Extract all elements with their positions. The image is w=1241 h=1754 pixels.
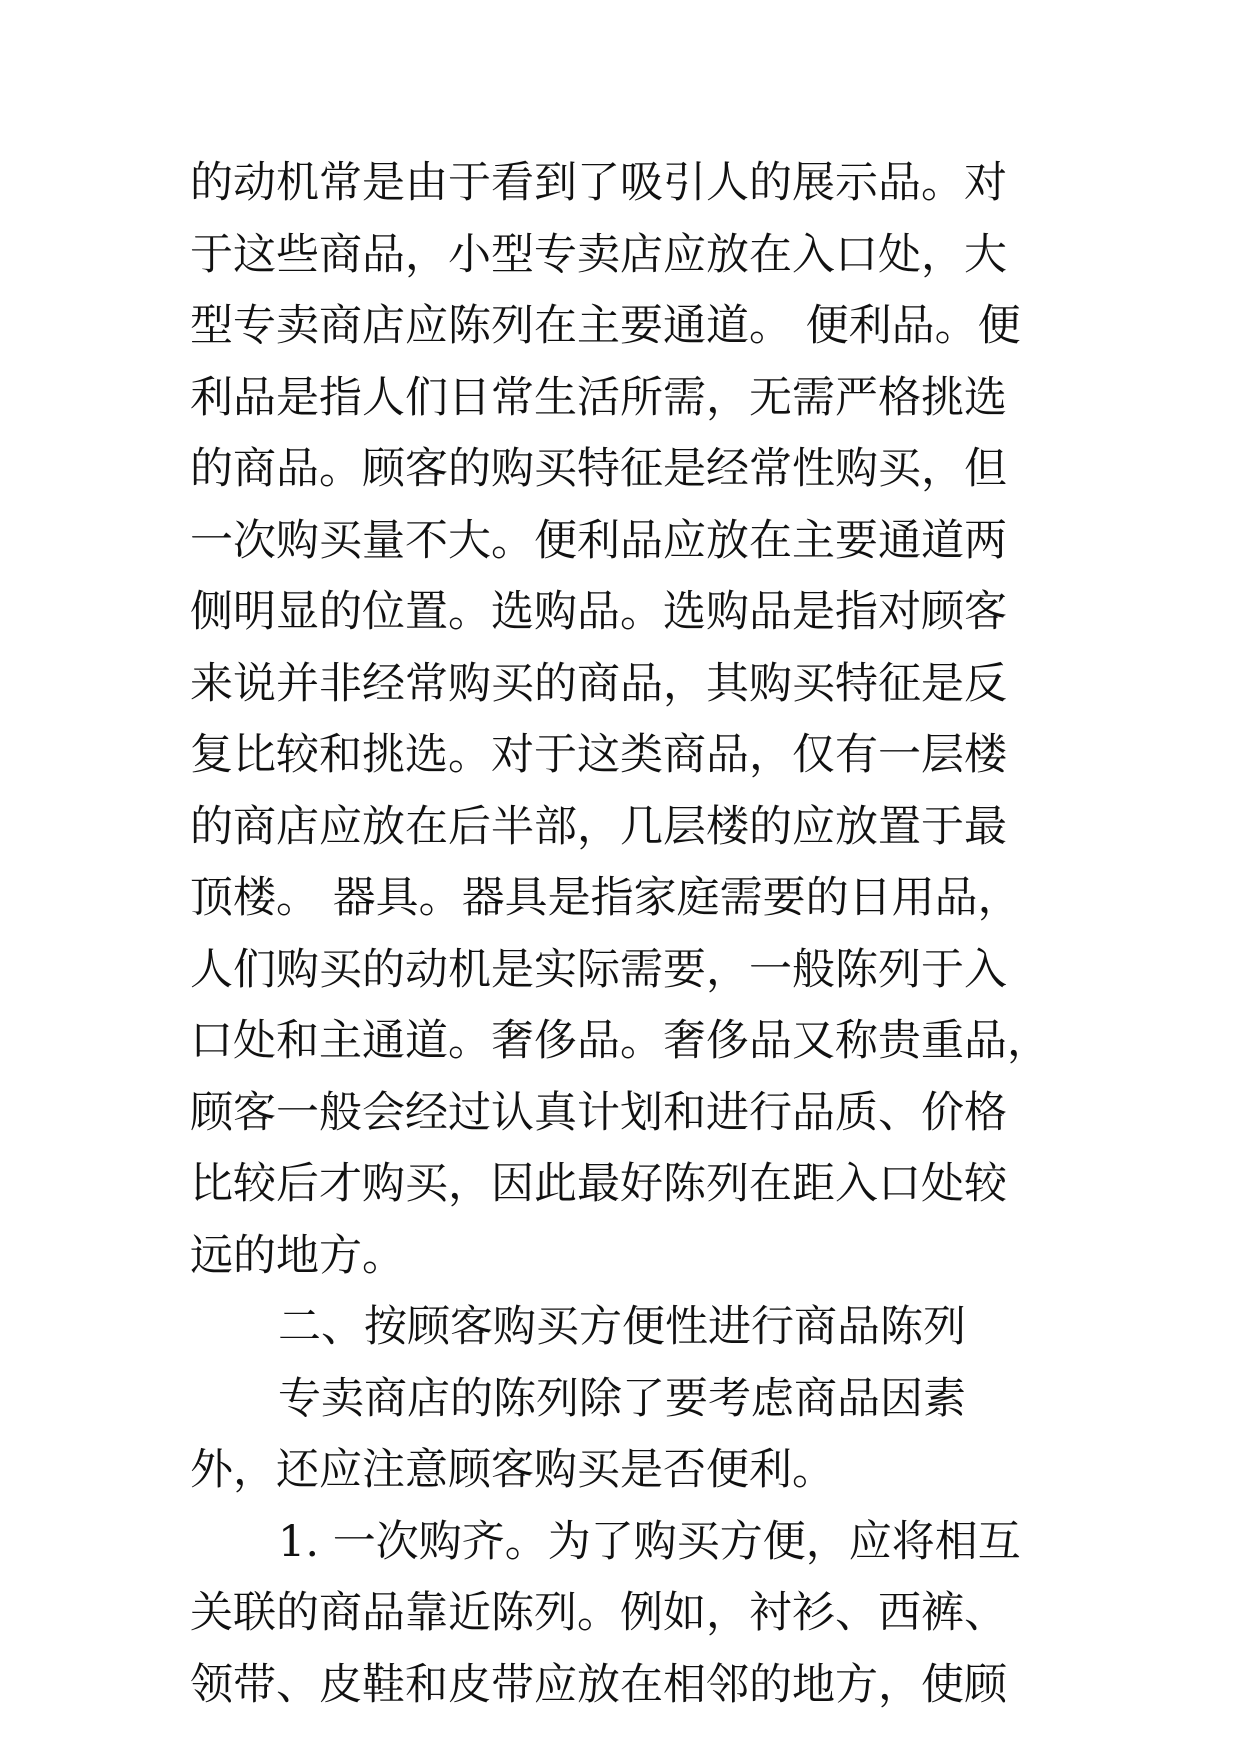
text-line: 利品是指人们日常生活所需，无需严格挑选: [190, 372, 1007, 423]
text-line: 比较后才购买，因此最好陈列在距入口处较: [190, 1159, 1007, 1209]
text-line: 的动机常是由于看到了吸引人的展示品。对: [190, 158, 1007, 208]
text-line: 复比较和挑选。对于这类商品，仅有一层楼: [190, 730, 1007, 780]
text-line: 领带、皮鞋和皮带应放在相邻的地方，使顾: [190, 1659, 1007, 1710]
text-line: 侧明显的位置。选购品。选购品是指对顾客: [190, 587, 1007, 637]
text-line: 人们购买的动机是实际需要，一般陈列于入: [190, 944, 1007, 995]
text-line: 远的地方。: [190, 1230, 405, 1281]
body-text: [190, 148, 1090, 1721]
list-item: 1. 一次购齐。为了购买方便，应将相互: [278, 1516, 1021, 1567]
text-line: 关联的商品靠近陈列。例如，衬衫、西裤、: [190, 1588, 1007, 1638]
text-line: 于这些商品，小型专卖店应放在入口处，大: [190, 229, 1007, 280]
text-line: 口处和主通道。奢侈品。奢侈品又称贵重品，: [190, 1016, 1050, 1066]
text-line: 来说并非经常购买的商品，其购买特征是反: [190, 658, 1007, 709]
text-line: 的商店应放在后半部，几层楼的应放置于最: [190, 801, 1007, 852]
text-line: 型专卖商店应陈列在主要通道。 便利品。便: [190, 301, 1021, 351]
text-line: 专卖商店的陈列除了要考虑商品因素: [278, 1373, 966, 1424]
text-line: 顶楼。 器具。器具是指家庭需要的日用品，: [190, 873, 1021, 923]
text-line: 一次购买量不大。便利品应放在主要通道两: [190, 515, 1007, 566]
text-line: 外，还应注意顾客购买是否便利。: [190, 1445, 835, 1495]
section-heading: 二、按顾客购买方便性进行商品陈列: [278, 1302, 966, 1352]
text-line: 顾客一般会经过认真计划和进行品质、价格: [190, 1087, 1007, 1138]
text-line: 的商品。顾客的购买特征是经常性购买，但: [190, 444, 1007, 494]
